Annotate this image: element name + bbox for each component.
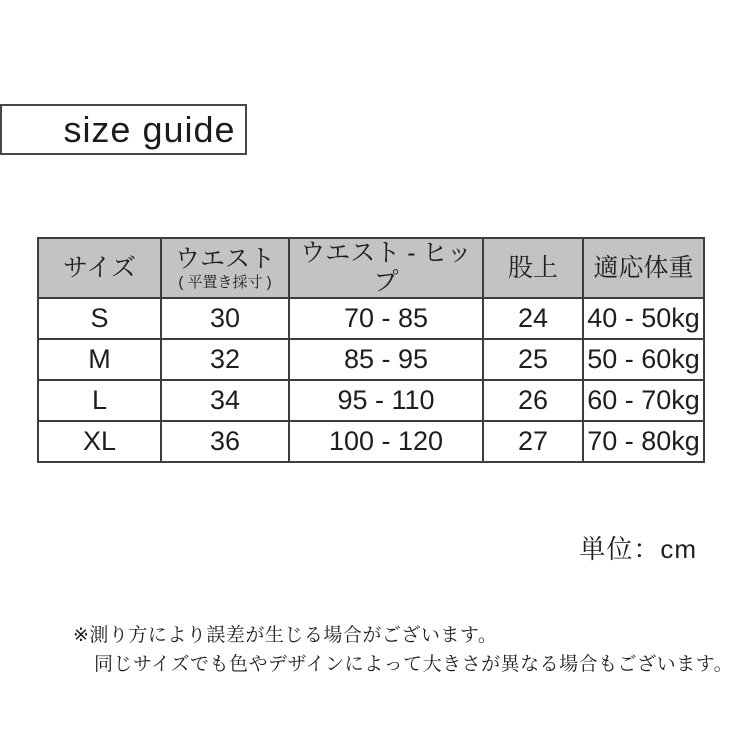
cell-rise: 25 xyxy=(483,339,583,380)
footnote-line-1: ※測り方により誤差が生じる場合がございます。 xyxy=(73,625,498,646)
cell-weight: 60 - 70kg xyxy=(583,380,704,421)
column-header-rise xyxy=(483,238,583,298)
footnote-line-2: 同じサイズでも色やデザインによって大きさが異なる場合もございます。 xyxy=(94,654,734,675)
size-table xyxy=(37,237,705,463)
unit-note: 単位：cm xyxy=(579,534,697,564)
cell-waist: 32 xyxy=(161,339,289,380)
column-header-label: サイズ xyxy=(62,253,136,282)
cell-weight: 40 - 50kg xyxy=(583,298,704,339)
table-header-row xyxy=(38,238,704,298)
title-box xyxy=(0,104,247,155)
column-header-label: 股上 xyxy=(507,253,558,282)
table-row-l xyxy=(38,380,704,421)
table-row-xl xyxy=(38,421,704,462)
cell-weight: 70 - 80kg xyxy=(583,421,704,462)
page-title: size guide xyxy=(63,108,236,150)
footnotes xyxy=(73,621,733,679)
cell-size: M xyxy=(38,339,161,380)
cell-size: XL xyxy=(38,421,161,462)
cell-waist: 36 xyxy=(161,421,289,462)
cell-waist: 30 xyxy=(161,298,289,339)
cell-rise: 26 xyxy=(483,380,583,421)
table-row-s xyxy=(38,298,704,339)
cell-waist: 34 xyxy=(161,380,289,421)
cell-waist-hip: 85 - 95 xyxy=(289,339,483,380)
cell-waist-hip: 70 - 85 xyxy=(289,298,483,339)
column-header-weight xyxy=(583,238,704,298)
cell-rise: 27 xyxy=(483,421,583,462)
cell-size: L xyxy=(38,380,161,421)
cell-waist-hip: 95 - 110 xyxy=(289,380,483,421)
cell-rise: 24 xyxy=(483,298,583,339)
column-header-waist-hip xyxy=(289,238,483,298)
column-header-label: 適応体重 xyxy=(593,253,694,282)
cell-waist-hip: 100 - 120 xyxy=(289,421,483,462)
column-header-label: ウエスト xyxy=(174,244,275,273)
column-header-sublabel: ( 平置き採寸 ) xyxy=(178,273,272,291)
cell-size: S xyxy=(38,298,161,339)
column-header-waist xyxy=(161,238,289,298)
column-header-label: ウエスト - ヒップ xyxy=(300,239,472,296)
column-header-size xyxy=(38,238,161,298)
table-row-m xyxy=(38,339,704,380)
cell-weight: 50 - 60kg xyxy=(583,339,704,380)
